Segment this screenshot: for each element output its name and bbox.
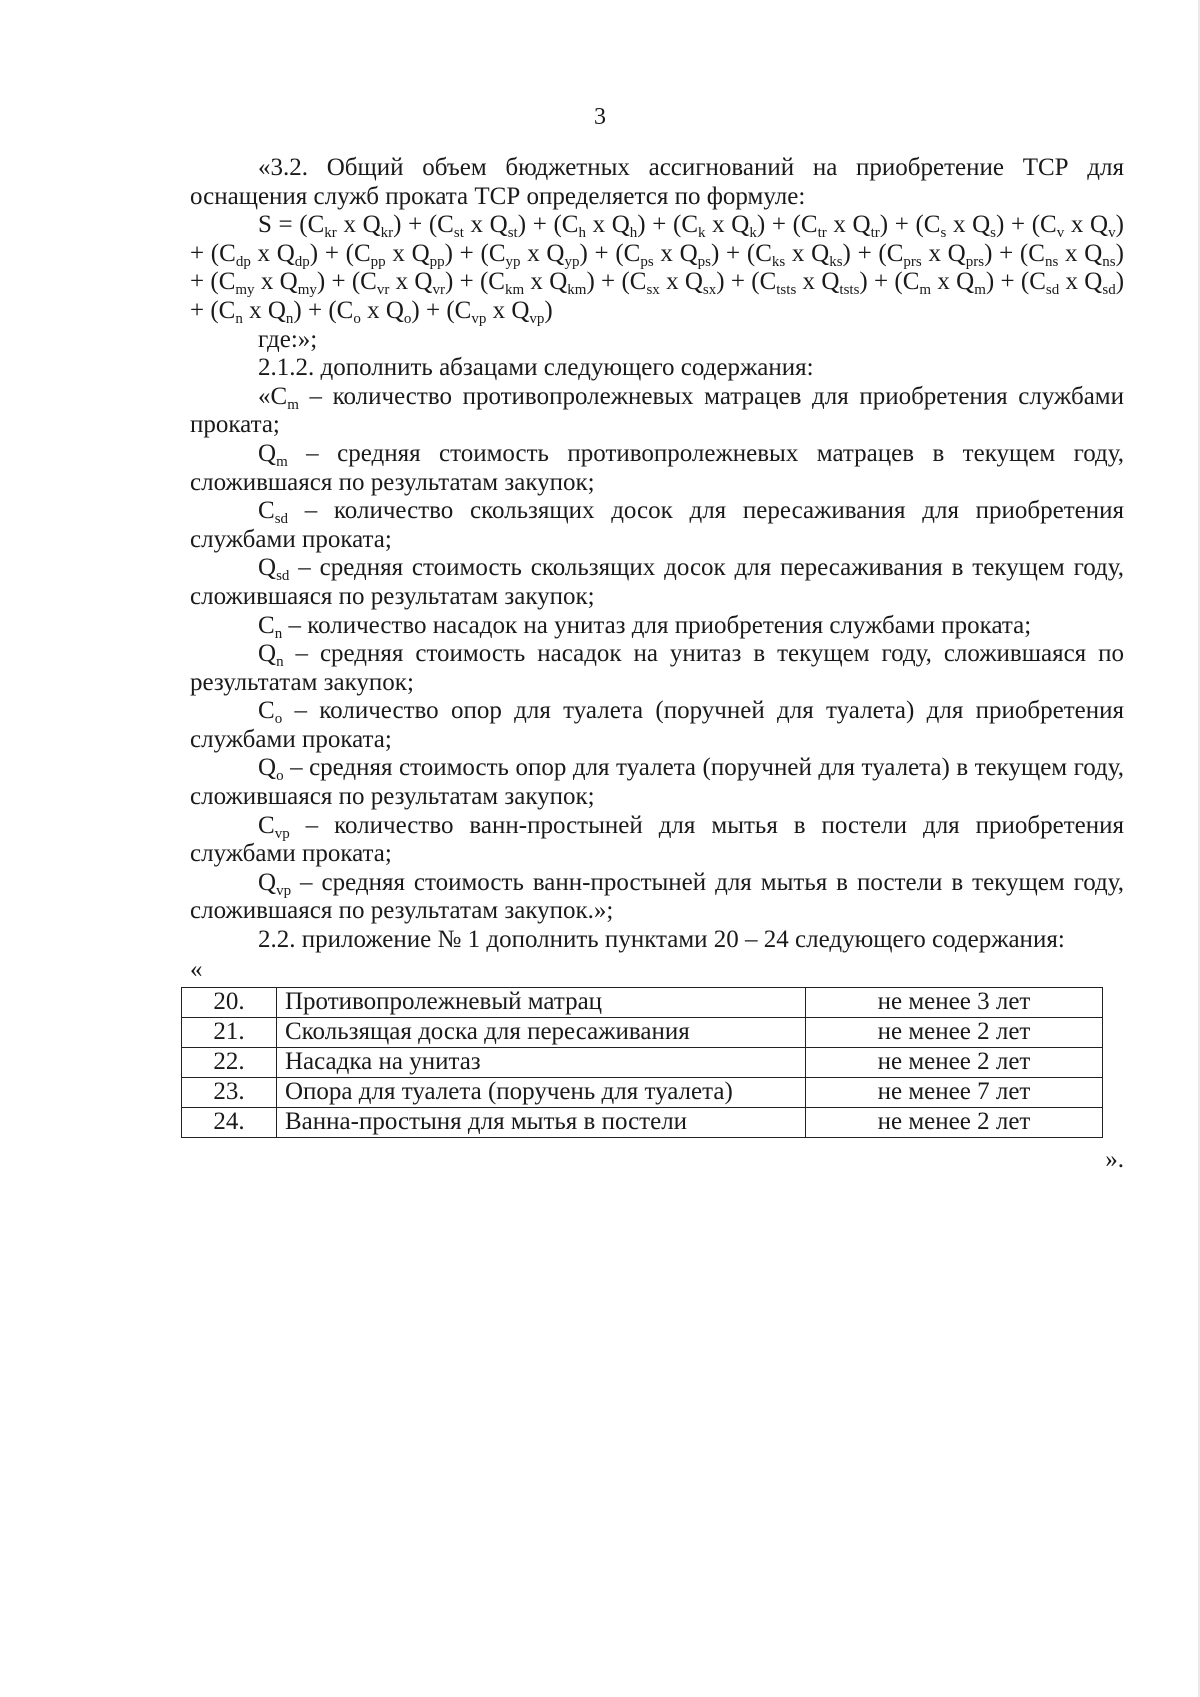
table-row [182, 1047, 1103, 1077]
formula-term: + ($C_{st}$ x $Q_{st}$) [401, 211, 527, 242]
table-row [182, 987, 1103, 1017]
definition-paragraph [190, 640, 1124, 697]
formula-term: + ($C_k$ x $Q_k$) [645, 211, 766, 242]
definition-subscript: vp [274, 825, 290, 842]
definition-symbol: C [258, 811, 275, 839]
definition-subscript: o [276, 768, 284, 785]
row-name: Опора для туалета (поручень для туалета) [277, 1077, 806, 1107]
definition-text: – количество скользящих досок для пересаживания для приобретения службами проката; [190, 497, 1124, 553]
row-number: 23. [182, 1077, 277, 1107]
where-label: где:»; [258, 325, 318, 353]
formula-term: + ($C_{sd}$ x $Q_{sd}$) [994, 268, 1125, 299]
formula-term: + ($C_{yp}$ x $Q_{yp}$) [452, 239, 588, 270]
definition-text: – средняя стоимость опор для туалета (поручней для туалета) в текущем году, сложившаяся по результатам закупок; [190, 754, 1124, 811]
definition-paragraph [190, 612, 1124, 641]
formula-term: + ($C_{sx}$ x $Q_{sx}$) [594, 268, 725, 299]
formula-term: + ($C_{ns}$ x $Q_{ns}$) [992, 239, 1124, 270]
formula-term: + ($C_m$ x $Q_m$) [867, 268, 995, 299]
definition-subscript: n [276, 654, 284, 671]
formula-expression [190, 211, 1124, 325]
amendment-2-1-2: 2.1.2. дополнить абзацами следующего содержания: [258, 354, 814, 382]
row-term: не менее 3 лет [806, 987, 1103, 1017]
row-name: Противопролежневый матрац [277, 987, 806, 1017]
row-name: Скользящая доска для пересаживания [277, 1017, 806, 1047]
cost-formula [190, 211, 1124, 325]
definition-subscript: vp [276, 882, 292, 899]
formula-term: ($C_{kr}$ x $Q_{kr}$) [299, 211, 402, 242]
formula-term: + ($C_{ks}$ x $Q_{ks}$) [719, 239, 851, 270]
row-term: не менее 2 лет [806, 1047, 1103, 1077]
definition-symbol: Q [258, 554, 277, 582]
definition-symbol: C [258, 497, 275, 525]
definition-symbol: Q [258, 439, 277, 467]
amendment-2-2: 2.2. приложение № 1 дополнить пунктами 20 – 24 следующего содержания: [258, 926, 1065, 954]
definition-subscript: n [274, 625, 283, 642]
row-name: Насадка на унитаз [277, 1047, 806, 1077]
definition-paragraph [190, 754, 1124, 811]
row-number: 21. [182, 1017, 277, 1047]
definition-text: – количество противопролежневых матрацев для приобретения службами проката; [190, 382, 1124, 439]
row-number: 24. [182, 1107, 277, 1137]
formula-lhs: S = [258, 211, 300, 239]
formula-term: + ($C_s$ x $Q_s$) [888, 211, 1005, 242]
row-term: не менее 7 лет [806, 1077, 1103, 1107]
formula-term: + ($C_{vr}$ x $Q_{vr}$) [325, 268, 454, 299]
formula-term: + ($C_{ps}$ x $Q_{ps}$) [587, 239, 720, 270]
definition-text: – количество ванн-простыней для мытья в постели для приобретения службами проката; [190, 811, 1124, 868]
definition-paragraph [190, 812, 1124, 869]
table-row [182, 1107, 1103, 1137]
table-row [182, 1017, 1103, 1047]
definition-symbol: C [258, 697, 275, 725]
definition-subscript: o [274, 711, 283, 728]
formula-term: + ($C_{prs}$ x $Q_{prs}$) [850, 239, 993, 270]
row-name: Ванна-простыня для мытья в постели [277, 1107, 806, 1137]
formula-term: + ($C_o$ x $Q_o$) [301, 296, 420, 327]
definition-symbol: Q [258, 868, 277, 896]
definition-symbol: Q [258, 754, 277, 782]
definition-paragraph [190, 440, 1124, 497]
opening-quote: « [190, 955, 203, 983]
formula-term: + ($C_n$ x $Q_n$) [190, 296, 302, 327]
row-term: не менее 2 лет [806, 1017, 1103, 1047]
appendix-table [181, 987, 1103, 1138]
definition-text: – количество опор для туалета (поручней для туалета) для приобретения службами проката; [190, 697, 1124, 753]
row-number: 20. [182, 987, 277, 1017]
definition-paragraph [190, 497, 1124, 554]
definition-symbol: «C [258, 382, 288, 410]
definition-text: – средняя стоимость скользящих досок для пересаживания в текущем году, сложившаяся по результатам закупок; [190, 554, 1124, 610]
formula-term: + ($C_{dp}$ x $Q_{dp}$) [190, 239, 319, 270]
formula-term: + ($C_{vp}$ x $Q_{vp}$) [419, 296, 553, 327]
definition-text: – средняя стоимость противопролежневых матрацев в текущем году, сложившаяся по результатам закупок; [190, 439, 1124, 496]
row-number: 22. [182, 1047, 277, 1077]
definition-text: – средняя стоимость ванн-простыней для мытья в постели в текущем году, сложившаяся по результатам закупок.»; [190, 868, 1124, 925]
definitions-list [190, 383, 1124, 926]
table-row [182, 1077, 1103, 1107]
definition-paragraph [190, 869, 1124, 926]
definition-paragraph [190, 554, 1124, 611]
formula-term: + ($C_v$ x $Q_v$) [1004, 211, 1124, 242]
definition-paragraph [190, 383, 1124, 440]
formula-term: + ($C_{tsts}$ x $Q_{tsts}$) [724, 268, 868, 299]
section-intro-paragraph: «3.2. Общий объем бюджетных ассигнований на приобретение ТСР для оснащения служб проката ТСР определяется по формуле: [190, 154, 1124, 210]
definition-subscript: m [287, 396, 299, 413]
formula-term: + ($C_h$ x $Q_h$) [526, 211, 646, 242]
formula-term: + ($C_{my}$ x $Q_{my}$) [190, 268, 326, 299]
closing-quote: ». [1105, 1145, 1124, 1173]
formula-term: + ($C_{tr}$ x $Q_{tr}$) [765, 211, 889, 242]
definition-symbol: Q [258, 640, 277, 668]
formula-term: + ($C_{km}$ x $Q_{km}$) [453, 268, 595, 299]
definition-subscript: sd [274, 511, 289, 528]
definition-paragraph [190, 697, 1124, 754]
definition-subscript: m [276, 453, 288, 470]
definition-text: – средняя стоимость насадок на унитаз в текущем году, сложившаяся по результатам закупок; [190, 640, 1124, 696]
definition-subscript: sd [276, 568, 290, 585]
document-body [190, 154, 1124, 1174]
definition-text: – количество насадок на унитаз для приобретения службами проката; [282, 611, 1032, 639]
definition-symbol: C [258, 611, 275, 639]
page-number: 3 [594, 104, 606, 130]
formula-term: + ($C_{pp}$ x $Q_{pp}$) [318, 239, 453, 270]
row-term: не менее 2 лет [806, 1107, 1103, 1137]
